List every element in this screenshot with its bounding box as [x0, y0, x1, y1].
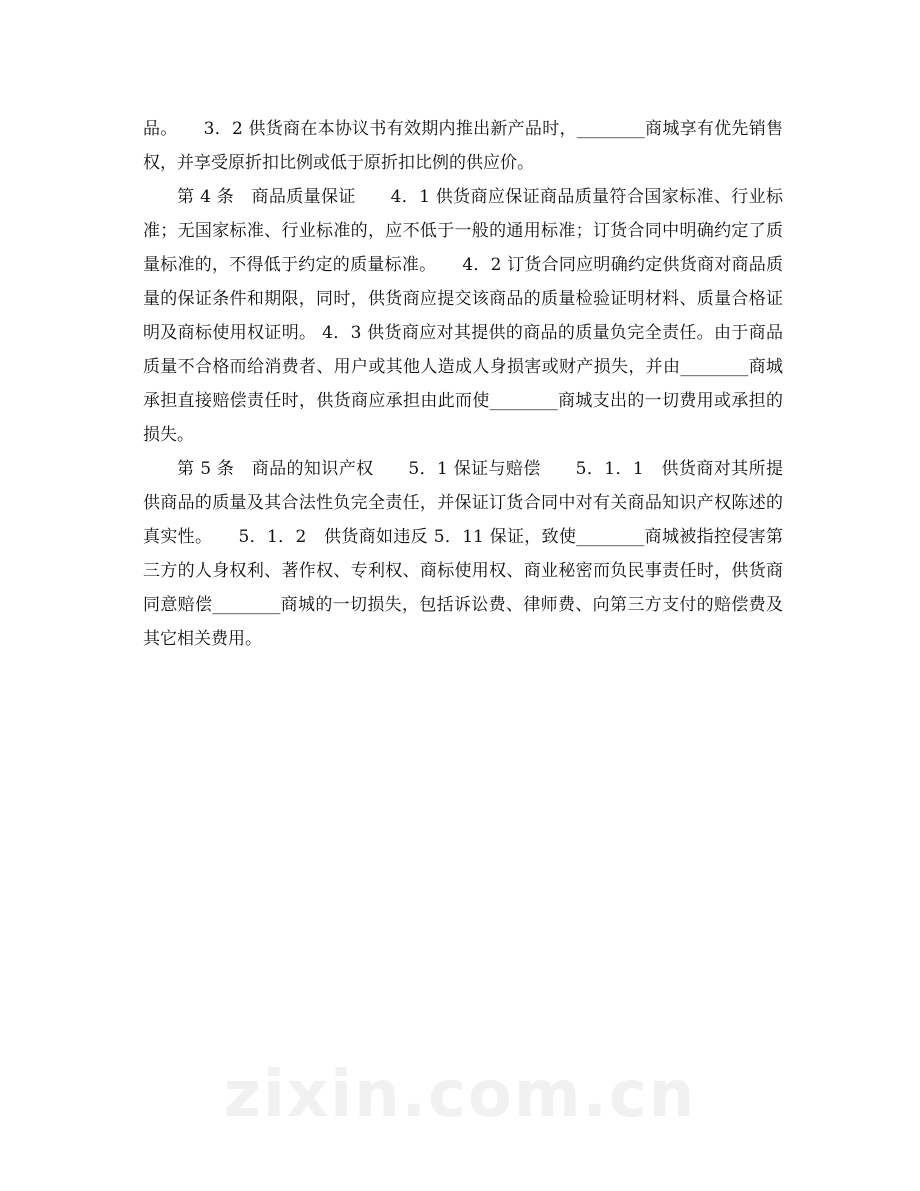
document-body — [143, 112, 783, 656]
paragraph-article-5-ip: 第 5 条 商品的知识产权 5．1 保证与赔偿 5．1．1 供货商对其所提供商品的质量及其合法性负完全责任，并保证订货合同中对有关商品知识产权陈述的真实性。 5．1．2 供货商如违反 5．11 保证，致使________商城被指控侵害第三方的人身权利、著作权、专利权、商标使用权、商业秘密而负民事责任时，供货商同意赔偿________商城的一切损失，包括诉讼费、律师费、向第三方支付的赔偿费及其它相关费用。 — [143, 459, 783, 649]
paragraph-article-3-2: 品。 3．2 供货商在本协议书有效期内推出新产品时，________商城享有优先销售权，并享受原折扣比例或低于原折扣比例的供应价。 — [143, 119, 783, 173]
watermark: zixin.com.cn — [223, 1058, 697, 1132]
paragraph-article-4-quality: 第 4 条 商品质量保证 4．1 供货商应保证商品质量符合国家标准、行业标准；无国家标准、行业标准的，应不低于一般的通用标准；订货合同中明确约定了质量标准的，不得低于约定的质量标准。 4．2 订货合同应明确约定供货商对商品质量的保证条件和期限，同时，供货商应提交该商品的质量检验证明材料、质量合格证明及商标使用权证明。 4．3 供货商应对其提供的商品的质量负完全责任。由于商品质量不合格而给消费者、用户或其他人造成人身损害或财产损失，并由________商城承担直接赔偿责任时，供货商应承担由此而使________商城支出的一切费用或承担的损失。 — [143, 187, 783, 445]
